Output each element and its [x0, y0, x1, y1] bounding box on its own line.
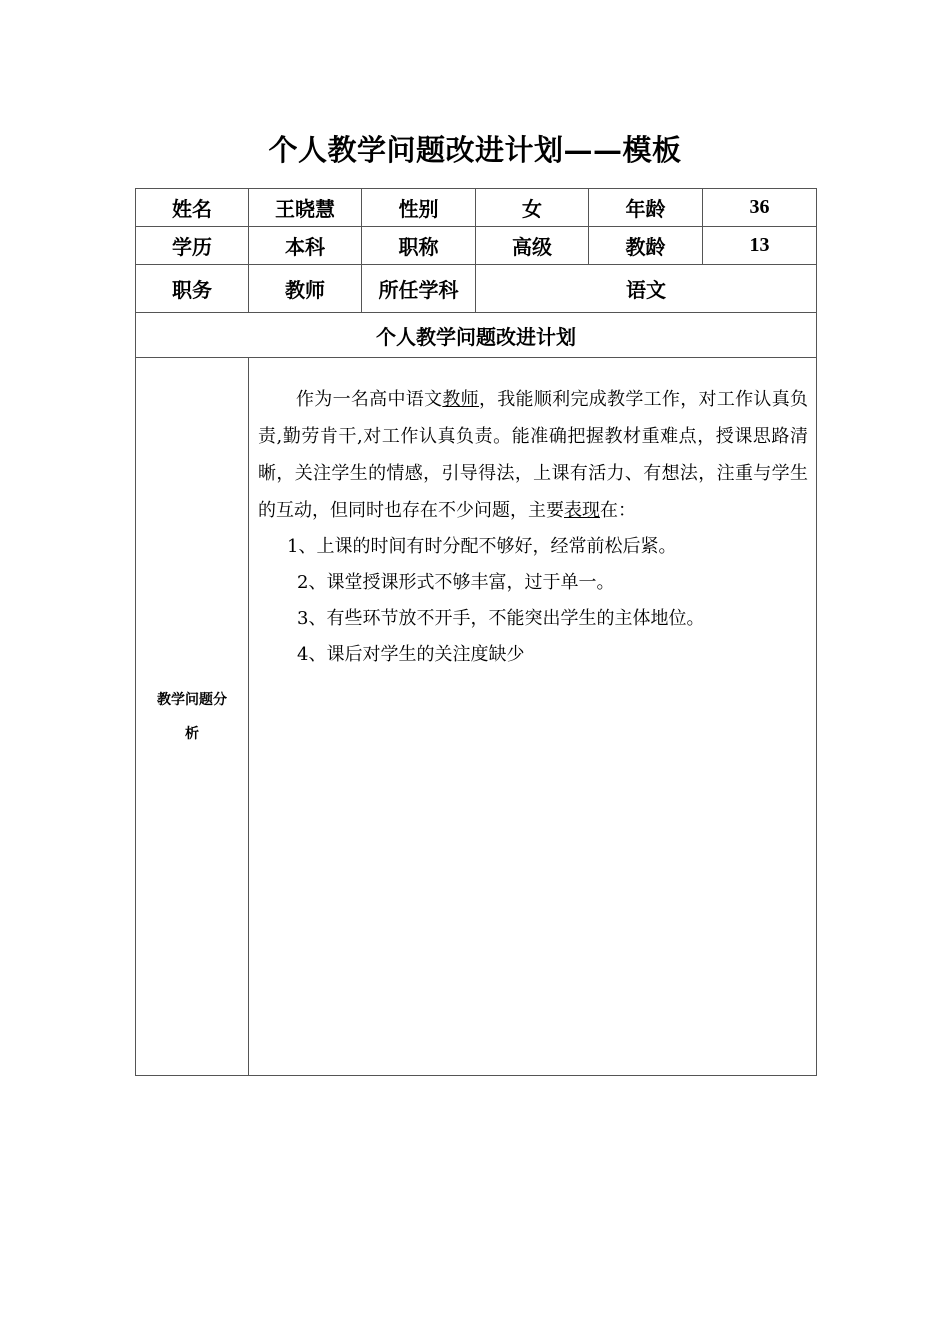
rank-label: 职称 [362, 227, 476, 265]
analysis-content [249, 358, 817, 1076]
page-title: 个人教学问题改进计划——模板 [268, 133, 682, 167]
age-value: 36 [703, 189, 817, 227]
position-label: 职务 [136, 265, 249, 313]
issue-item: 4、课后对学生的关注度缺少 [297, 644, 525, 665]
paragraph-text: ，我能顺利完成教学工作，对工作认真负责,勤劳肯干,对工作认真负责。能准确把握教材重难点，授课思路清晰，关注学生的情感，引导得法，上课有活力、有想法，注重与学生的互动，但同时也存在不少问题，主要 [258, 389, 809, 521]
name-label: 姓名 [136, 189, 249, 227]
subject-label: 所任学科 [362, 265, 476, 313]
position-value: 教师 [249, 265, 362, 313]
age-label: 年龄 [589, 189, 703, 227]
paragraph-text: 在： [600, 500, 636, 521]
paragraph-text: 作为一名高中语文 [296, 389, 443, 410]
analysis-paragraph [258, 381, 808, 529]
issue-item: 3、有些环节放不开手，不能突出学生的主体地位。 [297, 608, 705, 629]
gender-label: 性别 [362, 189, 476, 227]
teaching-years-label: 教龄 [589, 227, 703, 265]
education-value: 本科 [249, 227, 362, 265]
table-row [136, 227, 817, 265]
plan-form-table [135, 188, 817, 1076]
name-value: 王晓慧 [249, 189, 362, 227]
underlined-word: 教师 [442, 389, 479, 410]
analysis-label-line2: 析 [185, 725, 199, 742]
table-row [136, 313, 817, 358]
education-label: 学历 [136, 227, 249, 265]
rank-value: 高级 [476, 227, 589, 265]
table-row [136, 358, 817, 1076]
gender-value: 女 [476, 189, 589, 227]
analysis-label-line1: 教学问题分 [157, 691, 227, 708]
issue-item: 1、上课的时间有时分配不够好，经常前松后紧。 [287, 536, 677, 557]
table-row [136, 265, 817, 313]
table-row [136, 189, 817, 227]
analysis-label [136, 358, 249, 1076]
issue-item: 2、课堂授课形式不够丰富，过于单一。 [297, 572, 615, 593]
teaching-years-value: 13 [703, 227, 817, 265]
underlined-word: 表现 [564, 500, 600, 521]
subject-value: 语文 [476, 265, 817, 313]
section-header: 个人教学问题改进计划 [136, 313, 817, 358]
